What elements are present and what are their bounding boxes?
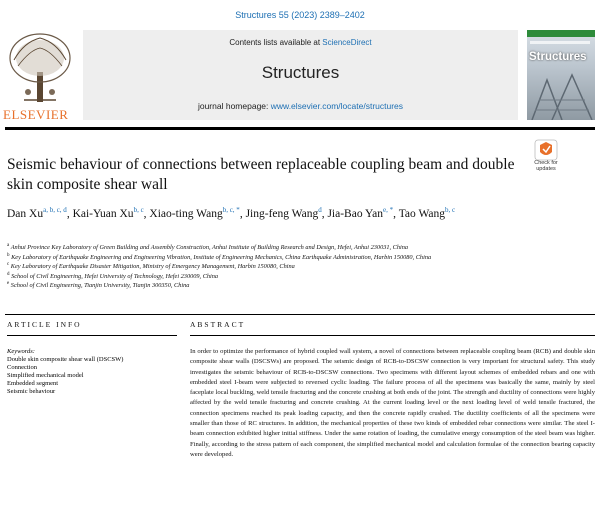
affiliation-text: Key Laboratory of Earthquake Disaster Mitigation, Ministry of Emergency Management, Harbin 150080, China: [9, 263, 295, 271]
affiliation-text: School of Civil Engineering, Hefei University of Technology, Hefei 230009, China: [9, 272, 219, 280]
keywords-label: Keywords:: [7, 348, 35, 355]
author-name-text: Tao Wang: [398, 208, 445, 220]
contents-line: [83, 38, 518, 47]
homepage-prefix: journal homepage:: [197, 101, 271, 111]
crossmark-line1: Check for: [534, 160, 558, 166]
author-affiliation-marks[interactable]: b, c: [133, 206, 144, 215]
author-name[interactable]: [7, 208, 67, 220]
article-info-column: [7, 320, 177, 396]
affiliation-item: [7, 272, 587, 282]
keyword-item: Seismic behaviour: [7, 388, 56, 395]
keyword-item: Double skin composite shear wall (DSCSW): [7, 356, 124, 363]
article-info-heading: ARTICLE INFO: [7, 320, 82, 329]
journal-citation[interactable]: Structures 55 (2023) 2389–2402: [235, 10, 365, 20]
abstract-column: [190, 320, 595, 460]
journal-homepage-link[interactable]: www.elsevier.com/locate/structures: [270, 101, 404, 111]
author-name-text: Jing-feng Wang: [245, 208, 319, 220]
cover-structure-graphic: [527, 70, 595, 120]
affiliation-mark: c: [7, 262, 10, 268]
abstract-heading: ABSTRACT: [190, 320, 246, 329]
check-for-updates-label[interactable]: [525, 160, 567, 172]
contents-prefix: Contents lists available at: [229, 38, 323, 47]
affiliation-mark: d: [7, 271, 10, 277]
author-name-text: Xiao-ting Wang: [149, 208, 223, 220]
author-list: Dan Xu$^{a, b, c, d}$, Kai-Yuan Xu$^{b, c}$, Xiao-ting Wang$^{b, c, *}$, Jing-feng Wang$^d$, Jia-Bao Yan$^{e, *}$, Tao Wang$^{b, c}$: [7, 206, 456, 220]
author-name[interactable]: [149, 208, 239, 220]
homepage-line: [83, 101, 518, 111]
affiliation-mark: a: [7, 242, 10, 248]
author-affiliation-marks[interactable]: a, b, c, d: [43, 206, 67, 215]
keyword-item: Simplified mechanical model: [7, 372, 84, 379]
affiliation-text: Anhui Province Key Laboratory of Green Building and Assembly Construction, Anhui Institute of Building Research and Design, Hefei, Anhui 230031, China: [9, 244, 409, 251]
journal-cover-image[interactable]: [527, 30, 595, 120]
journal-title: Structures: [261, 63, 340, 82]
author-affiliation-marks[interactable]: b, c: [444, 206, 456, 215]
author-name[interactable]: [327, 208, 393, 220]
author-name[interactable]: [399, 208, 455, 220]
header-rule: [5, 127, 595, 130]
publisher-wordmark: ELSEVIER: [3, 107, 69, 122]
journal-masthead: [0, 30, 600, 122]
abstract-rule: [190, 335, 595, 336]
author-name-text: Kai-Yuan Xu: [72, 208, 134, 220]
author-name-text: Dan Xu: [7, 208, 44, 220]
cover-title: Structures: [529, 51, 587, 63]
affiliation-list: [7, 243, 587, 291]
author-name[interactable]: [246, 208, 322, 220]
keyword-item: Connection: [7, 364, 37, 371]
author-name[interactable]: [73, 208, 144, 220]
affiliation-item: [7, 262, 587, 272]
affiliation-item: [7, 281, 587, 291]
affiliation-item: [7, 243, 587, 253]
author-name-text: Jia-Bao Yan: [327, 208, 384, 220]
keyword-list: [7, 356, 177, 396]
affiliation-text: Key Laboratory of Earthquake Engineering and Engineering Vibration, Institute of Engineering Mechanics, China Earthquake Administration, Harbin 150080, China: [9, 253, 432, 261]
author-affiliation-marks[interactable]: d: [318, 206, 322, 215]
article-info-rule: [7, 335, 177, 336]
affiliation-mark: b: [7, 252, 10, 258]
sciencedirect-link[interactable]: ScienceDirect: [322, 38, 372, 47]
check-for-updates-icon[interactable]: [530, 139, 562, 161]
section-rule: [5, 314, 595, 315]
affiliation-text: School of Civil Engineering, Tianjin University, Tianjin 300350, China: [9, 282, 190, 290]
author-affiliation-marks[interactable]: b, c, *: [222, 206, 240, 215]
masthead-center-panel: [83, 30, 518, 120]
article-title: Seismic behaviour of connections between replaceable coupling beam and double skin composite shear wall: [7, 156, 515, 193]
cover-top-bar: [527, 30, 595, 37]
cover-band: [530, 41, 590, 44]
affiliation-item: [7, 253, 587, 263]
abstract-body: In order to optimize the performance of hybrid coupled wall system, a novel of connections between replaceable coupling beam (RCB) and double skin composite shear walls (DSCSWs) are proposed. The seismic design of RCB-to-DSCSW connection is very important for structural safety. This study investigates the seismic behaviour of RCB-to-DSCSW connections. Two specimens with different layout schemes of embedded rebars and one with embedded steel I-beam were subjected to reversed cyclic loading. The failure process of all the specimens was basically the same, mainly by steel faceplate local buckling, weld tensile fracturing and the concrete crushing at both ends of the joint. The strength and ductility of connections were highly affected by the weld tensile fracturing and concrete crushing. At the current loading level or the next loading level of weld tensile fractured, the connection specimens reached its peak loading capacity, and then the concrete rapidly crushed. The ductility coefficients of all the specimens were smaller than those of RC structures. In addition, the mechanical properties of these two kinds of embedded rebar connections were similar. The steel I-beam connection exhibited higher initial stiffness. Under the same rotation of loading, the cumulative energy consumption of the steel beam was higher. Finally, according to the stress pattern of each component, the simplified mechanical model and calculation formulae of the connection bearing capacity were developed.: [190, 348, 595, 458]
keyword-item: Embedded segment: [7, 380, 59, 387]
affiliation-mark: e: [7, 281, 10, 287]
author-affiliation-marks[interactable]: e, *: [383, 206, 394, 215]
crossmark-line2: updates: [536, 166, 556, 172]
